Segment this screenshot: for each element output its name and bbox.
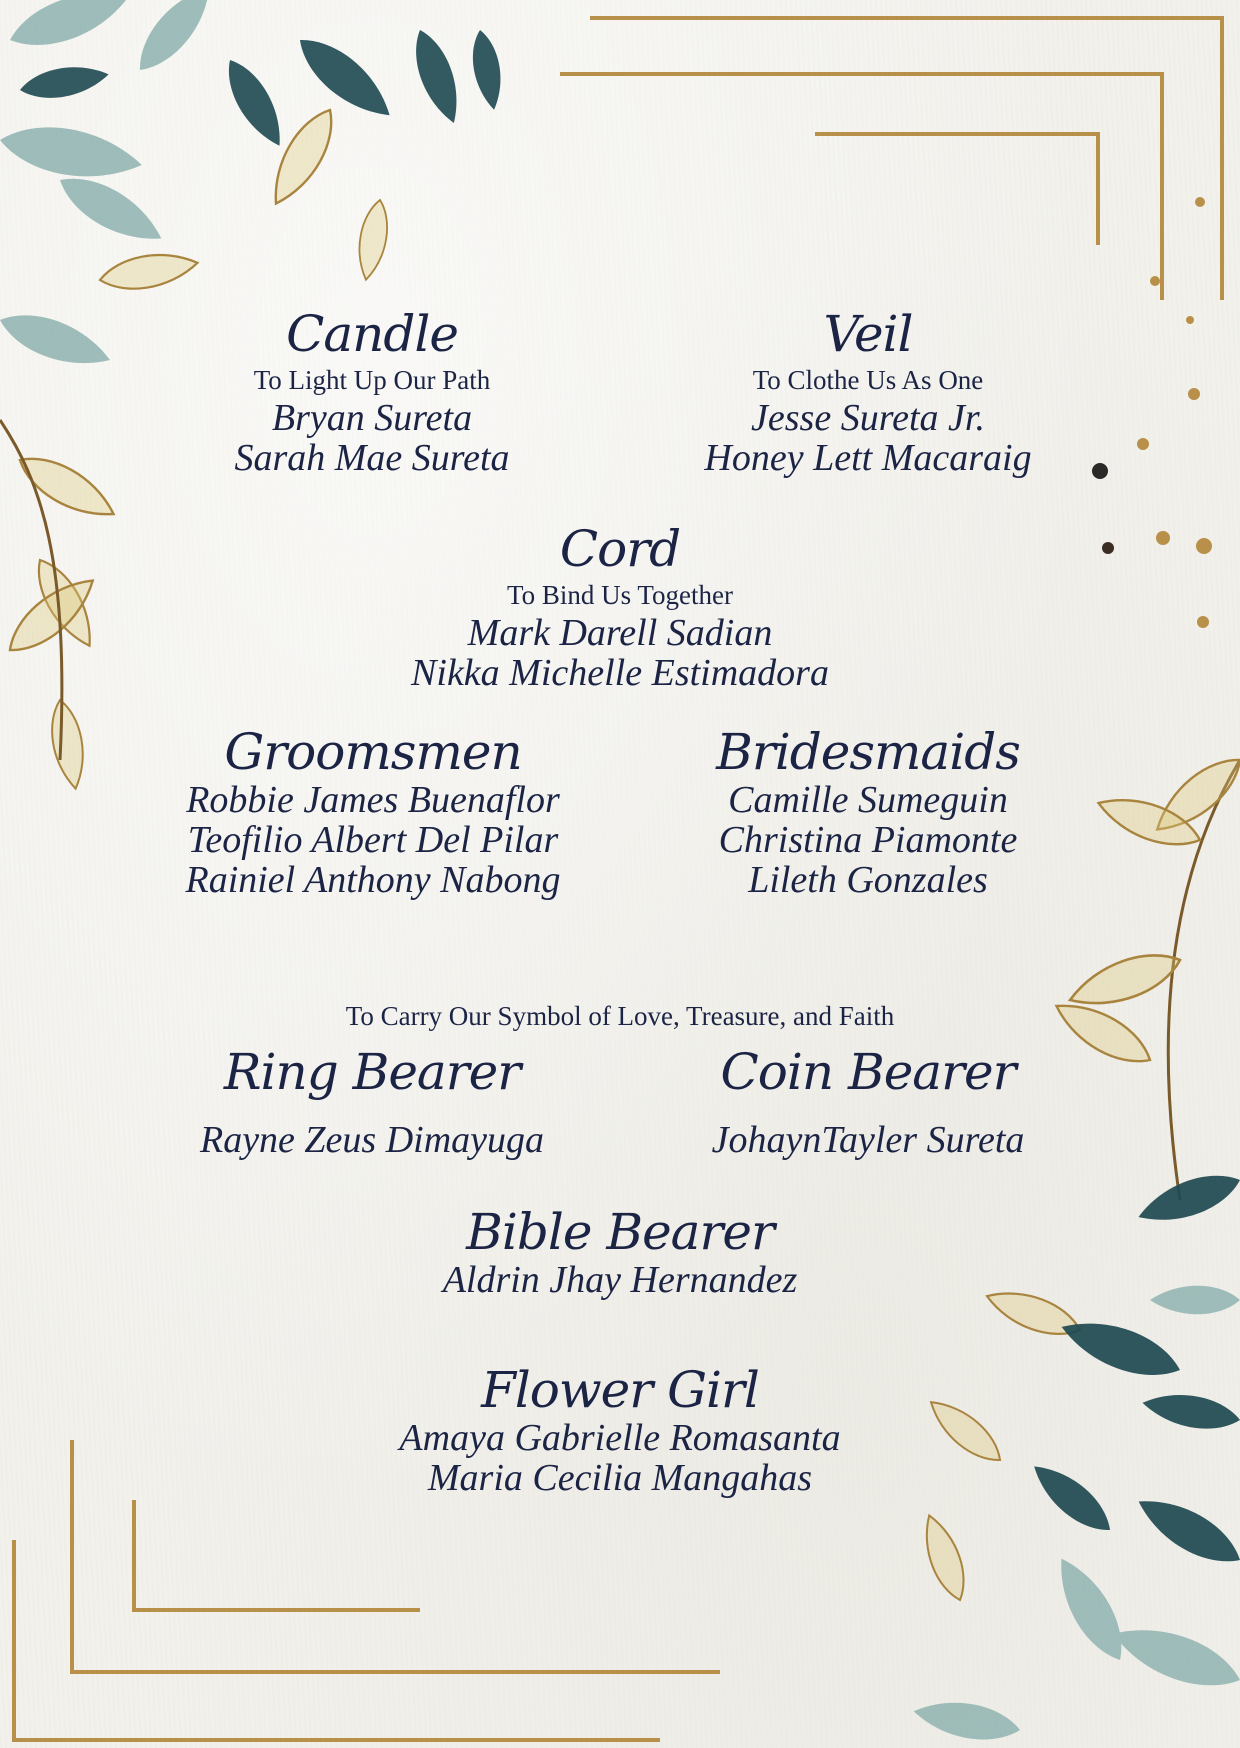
bridesmaid-name: Camille Sumeguin [728,779,1008,821]
flower-girl-name: Maria Cecilia Mangahas [427,1457,813,1499]
bridesmaid-name: Lileth Gonzales [748,859,988,901]
coin-bearer-section [712,1044,1025,1160]
ring-bearer-section [200,1044,544,1160]
bible-bearer-title: Bible Bearer [466,1203,774,1261]
candle-name: Bryan Sureta [271,397,473,439]
groomsmen-section [185,724,560,900]
candle-title: Candle [286,305,458,363]
coin-bearer-title: Coin Bearer [720,1043,1016,1101]
veil-name: Jesse Sureta Jr. [751,397,985,439]
veil-name: Honey Lett Macaraig [704,437,1032,479]
cord-name: Mark Darell Sadian [467,612,773,654]
cord-name: Nikka Michelle Estimadora [411,652,829,694]
bible-bearer-section [443,1204,798,1300]
cord-title: Cord [559,520,681,578]
candle-subtitle: To Light Up Our Path [253,365,491,395]
veil-subtitle: To Clothe Us As One [752,365,984,395]
bridesmaid-name: Christina Piamonte [718,819,1018,861]
bridesmaids-title: Bridesmaids [716,723,1020,781]
flower-girl-name: Amaya Gabrielle Romasanta [399,1417,841,1459]
veil-title: Veil [823,305,913,363]
ring-bearer-name: Rayne Zeus Dimayuga [199,1119,545,1161]
ring-bearer-title: Ring Bearer [223,1043,521,1101]
groomsman-name: Teofilio Albert Del Pilar [187,819,559,861]
flower-girl-section [399,1362,840,1498]
groomsmen-title: Groomsmen [224,723,522,781]
veil-section [704,306,1031,478]
symbols-caption: To Carry Our Symbol of Love, Treasure, and Faith [345,1001,895,1031]
bridesmaids-section [716,724,1020,900]
bible-bearer-name: Aldrin Jhay Hernandez [442,1259,798,1301]
candle-name: Sarah Mae Sureta [234,437,510,479]
coin-bearer-name: JohaynTayler Sureta [711,1119,1025,1161]
groomsman-name: Robbie James Buenaflor [186,779,560,821]
cord-section [411,521,829,693]
candle-section [234,306,509,478]
flower-girl-title: Flower Girl [481,1361,759,1419]
groomsman-name: Rainiel Anthony Nabong [185,859,561,901]
cord-subtitle: To Bind Us Together [507,580,733,610]
